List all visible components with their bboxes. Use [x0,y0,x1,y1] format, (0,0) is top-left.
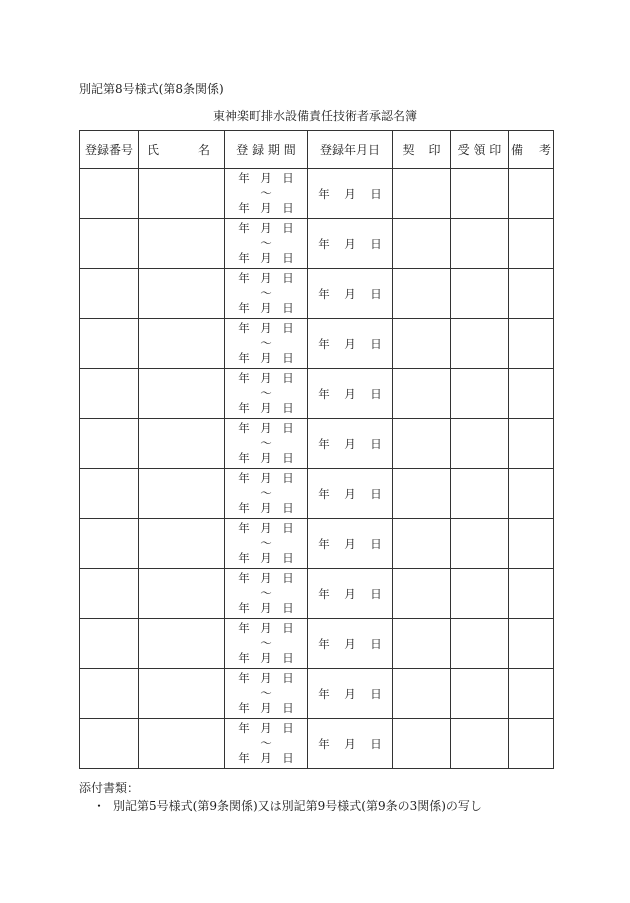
table-row [80,219,554,269]
table-header-row [80,131,554,169]
header-seal [393,131,451,169]
table-row [80,419,554,469]
registration-period-cell[interactable] [225,469,308,519]
table-row [80,569,554,619]
registration-date-cell[interactable]: 年 月 日 [308,219,393,269]
registration-period-cell[interactable] [225,719,308,769]
period-end-date: 年 月 日 [238,351,294,365]
registration-period-cell[interactable] [225,219,308,269]
receipt-seal-cell[interactable] [451,169,509,219]
seal-cell[interactable] [393,369,451,419]
registration-number-cell[interactable] [80,669,139,719]
period-tilde: ～ [260,236,272,250]
receipt-seal-cell[interactable] [451,369,509,419]
registration-number-cell[interactable] [80,519,139,569]
period-start-date: 年 月 日 [238,321,294,335]
registration-period-cell[interactable] [225,169,308,219]
registration-date-cell[interactable]: 年 月 日 [308,419,393,469]
registration-date-cell[interactable]: 年 月 日 [308,169,393,219]
period-tilde: ～ [260,386,272,400]
header-registration-number: 登録番号 [80,131,139,169]
attachment-label: 添付書類： [79,781,140,795]
receipt-seal-cell[interactable] [451,469,509,519]
receipt-seal-cell[interactable] [451,569,509,619]
table-row [80,369,554,419]
seal-cell[interactable] [393,669,451,719]
registration-number-cell[interactable] [80,319,139,369]
registration-period-cell[interactable] [225,669,308,719]
remarks-cell[interactable] [509,669,554,719]
header-remarks-part1: 備 [510,143,523,157]
period-end-date: 年 月 日 [238,701,294,715]
remarks-cell[interactable] [509,169,554,219]
table-row [80,169,554,219]
period-tilde: ～ [260,336,272,350]
attachment-item-text: 別記第5号様式(第9条関係)又は別記第9号様式(第9条の3関係)の写し [113,799,482,813]
period-start-date: 年 月 日 [238,671,294,685]
remarks-cell[interactable] [509,269,554,319]
period-tilde: ～ [260,736,272,750]
name-cell[interactable] [139,719,225,769]
period-end-date: 年 月 日 [238,651,294,665]
table-row [80,319,554,369]
registration-period-cell[interactable] [225,319,308,369]
header-seal-part2: 印 [428,143,441,157]
period-start-date: 年 月 日 [238,371,294,385]
receipt-seal-cell[interactable] [451,419,509,469]
period-start-date: 年 月 日 [238,171,294,185]
remarks-cell[interactable] [509,419,554,469]
registration-period-cell[interactable] [225,419,308,469]
remarks-cell[interactable] [509,569,554,619]
form-label: 別記第8号様式(第8条関係) [79,82,224,96]
name-cell[interactable] [139,619,225,669]
period-end-date: 年 月 日 [238,401,294,415]
table-row [80,619,554,669]
remarks-cell[interactable] [509,719,554,769]
name-cell[interactable] [139,669,225,719]
seal-cell[interactable] [393,569,451,619]
registration-date-cell[interactable]: 年 月 日 [308,569,393,619]
registration-date-cell[interactable]: 年 月 日 [308,619,393,669]
period-end-date: 年 月 日 [238,201,294,215]
table-row [80,719,554,769]
name-cell[interactable] [139,469,225,519]
period-end-date: 年 月 日 [238,301,294,315]
seal-cell[interactable] [393,169,451,219]
seal-cell[interactable] [393,619,451,669]
registration-period-cell[interactable] [225,619,308,669]
seal-cell[interactable] [393,469,451,519]
registration-number-cell[interactable] [80,719,139,769]
registration-date-cell[interactable]: 年 月 日 [308,319,393,369]
receipt-seal-cell[interactable] [451,319,509,369]
header-name-part2: 名 [197,143,210,157]
period-start-date: 年 月 日 [238,221,294,235]
remarks-cell[interactable] [509,469,554,519]
registration-date-cell[interactable]: 年 月 日 [308,369,393,419]
period-end-date: 年 月 日 [238,451,294,465]
seal-cell[interactable] [393,219,451,269]
registration-period-cell[interactable] [225,569,308,619]
remarks-cell[interactable] [509,319,554,369]
period-tilde: ～ [260,636,272,650]
registration-period-cell[interactable] [225,519,308,569]
registration-number-cell[interactable] [80,219,139,269]
period-tilde: ～ [260,486,272,500]
document-title: 東神楽町排水設備責任技術者承認名簿 [212,109,417,123]
table-row [80,669,554,719]
name-cell[interactable] [139,269,225,319]
seal-cell[interactable] [393,719,451,769]
header-remarks-part2: 考 [539,143,552,157]
remarks-cell[interactable] [509,369,554,419]
registration-period-cell[interactable] [225,269,308,319]
registration-number-cell[interactable] [80,569,139,619]
header-registration-date: 登録年月日 [308,131,393,169]
remarks-cell[interactable] [509,519,554,569]
registration-number-cell[interactable] [80,169,139,219]
registration-number-cell[interactable] [80,619,139,669]
receipt-seal-cell[interactable] [451,219,509,269]
name-cell[interactable] [139,169,225,219]
header-registration-period: 登 録 期 間 [225,131,308,169]
period-tilde: ～ [260,436,272,450]
registration-date-cell[interactable]: 年 月 日 [308,669,393,719]
registration-date-cell[interactable]: 年 月 日 [308,269,393,319]
seal-cell[interactable] [393,519,451,569]
table-row [80,269,554,319]
header-name [139,131,225,169]
period-start-date: 年 月 日 [238,571,294,585]
header-receipt-seal: 受 領 印 [451,131,509,169]
header-seal-part1: 契 [402,143,415,157]
name-cell[interactable] [139,419,225,469]
period-tilde: ～ [260,536,272,550]
period-start-date: 年 月 日 [238,271,294,285]
remarks-cell[interactable] [509,619,554,669]
period-tilde: ～ [260,586,272,600]
registration-period-cell[interactable] [225,369,308,419]
seal-cell[interactable] [393,319,451,369]
period-start-date: 年 月 日 [238,471,294,485]
period-end-date: 年 月 日 [238,551,294,565]
name-cell[interactable] [139,519,225,569]
receipt-seal-cell[interactable] [451,269,509,319]
period-tilde: ～ [260,286,272,300]
period-tilde: ～ [260,686,272,700]
receipt-seal-cell[interactable] [451,669,509,719]
period-end-date: 年 月 日 [238,601,294,615]
header-name-part1: 氏 [147,143,160,157]
name-cell[interactable] [139,219,225,269]
table-row [80,469,554,519]
registration-number-cell[interactable] [80,419,139,469]
bullet-icon: ・ [93,799,106,813]
period-end-date: 年 月 日 [238,251,294,265]
period-end-date: 年 月 日 [238,751,294,765]
attachment-item [93,797,482,814]
period-start-date: 年 月 日 [238,721,294,735]
receipt-seal-cell[interactable] [451,619,509,669]
registration-date-cell[interactable]: 年 月 日 [308,519,393,569]
registration-date-cell[interactable]: 年 月 日 [308,469,393,519]
receipt-seal-cell[interactable] [451,719,509,769]
registry-table [79,130,554,769]
registration-number-cell[interactable] [80,269,139,319]
name-cell[interactable] [139,369,225,419]
remarks-cell[interactable] [509,219,554,269]
registration-date-cell[interactable]: 年 月 日 [308,719,393,769]
seal-cell[interactable] [393,419,451,469]
period-end-date: 年 月 日 [238,501,294,515]
period-start-date: 年 月 日 [238,421,294,435]
table-row [80,519,554,569]
period-start-date: 年 月 日 [238,621,294,635]
name-cell[interactable] [139,319,225,369]
registration-number-cell[interactable] [80,369,139,419]
period-tilde: ～ [260,186,272,200]
name-cell[interactable] [139,569,225,619]
receipt-seal-cell[interactable] [451,519,509,569]
seal-cell[interactable] [393,269,451,319]
registration-number-cell[interactable] [80,469,139,519]
header-remarks [509,131,554,169]
period-start-date: 年 月 日 [238,521,294,535]
